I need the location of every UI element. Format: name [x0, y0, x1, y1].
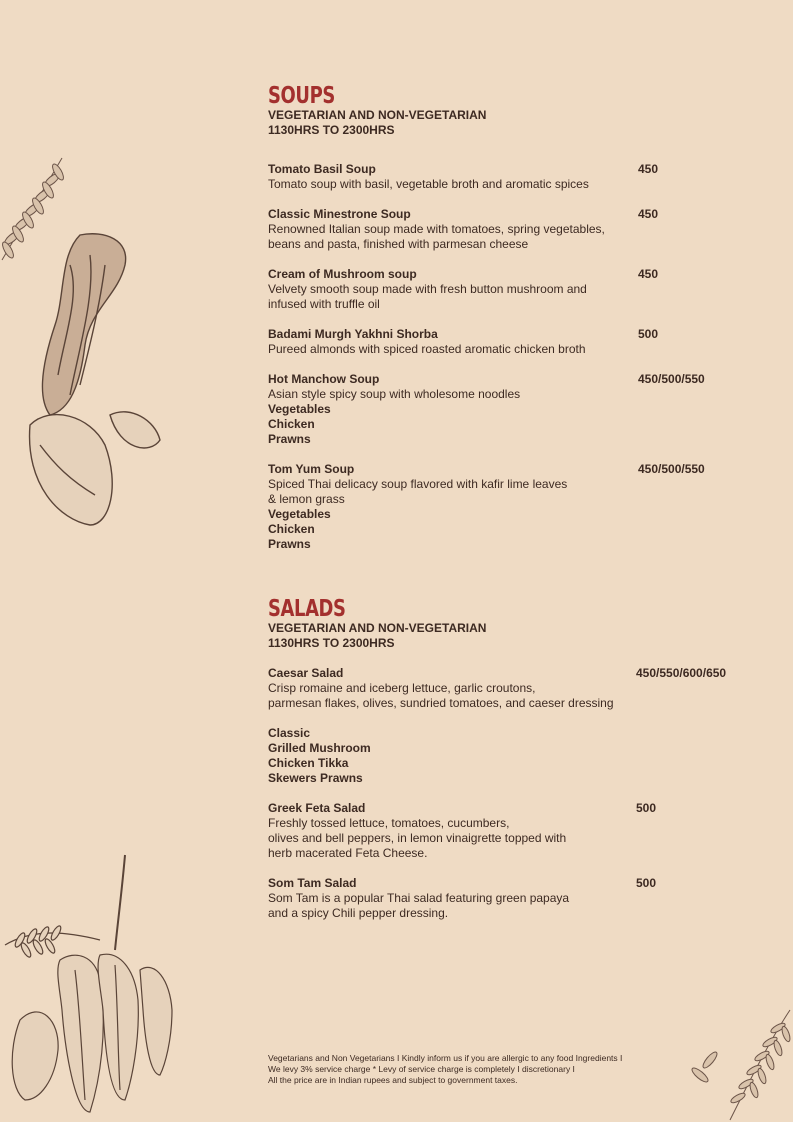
item-description: Pureed almonds with spiced roasted aromatic chicken broth [268, 342, 586, 356]
menu-item [268, 666, 748, 786]
item-name: Hot Manchow Soup [268, 372, 380, 386]
item-name: Tomato Basil Soup [268, 162, 376, 176]
menu-item [268, 327, 748, 357]
footer-allergy-note: Vegetarians and Non Vegetarians I Kindly inform us if you are allergic to any food Ingredients I [268, 1053, 623, 1063]
item-price: 500 [636, 801, 657, 815]
item-price: 500 [636, 876, 657, 890]
menu-item [268, 462, 748, 552]
menu-item [268, 162, 748, 192]
soups-subtitle-hours: 1130HRS TO 2300HRS [268, 123, 395, 137]
menu-item [268, 267, 748, 312]
footer-service-charge-note: We levy 3% service charge * Levy of service charge is completely I discretionary I [268, 1064, 575, 1074]
item-price: 450 [638, 162, 659, 176]
soups-item-list [268, 162, 748, 552]
item-option: Prawns [268, 432, 311, 446]
salads-subtitle-type: VEGETARIAN AND NON-VEGETARIAN [268, 621, 487, 635]
item-price: 450 [638, 207, 659, 221]
tamarind-pod-illustration [10, 225, 165, 530]
tamarind-cluster-illustration [0, 850, 180, 1122]
item-description: parmesan flakes, olives, sundried tomatoes, and caeser dressing [268, 696, 614, 710]
item-description: Velvety smooth soup made with fresh button mushroom and [268, 282, 587, 296]
item-name: Classic Minestrone Soup [268, 207, 411, 221]
salads-title: SALADS [268, 596, 346, 622]
item-price: 450/500/550 [638, 372, 705, 386]
item-name: Badami Murgh Yakhni Shorba [268, 327, 438, 341]
leaf-sprig-illustration [690, 1000, 793, 1122]
footer-price-note: All the price are in Indian rupees and subject to government taxes. [268, 1075, 518, 1085]
menu-item [268, 207, 748, 252]
soups-section [268, 84, 748, 138]
salads-item-list [268, 666, 748, 921]
item-name: Cream of Mushroom soup [268, 267, 417, 281]
item-option: Classic [268, 726, 311, 740]
item-option: Prawns [268, 537, 311, 551]
item-option: Skewers Prawns [268, 771, 363, 785]
item-description: herb macerated Feta Cheese. [268, 846, 428, 860]
item-description: infused with truffle oil [268, 297, 380, 311]
item-option: Grilled Mushroom [268, 741, 371, 755]
soups-subtitle-type: VEGETARIAN AND NON-VEGETARIAN [268, 108, 487, 122]
item-name: Tom Yum Soup [268, 462, 355, 476]
item-option: Chicken Tikka [268, 756, 349, 770]
menu-item [268, 801, 748, 861]
item-name: Greek Feta Salad [268, 801, 366, 815]
item-description: Crisp romaine and iceberg lettuce, garlic croutons, [268, 681, 536, 695]
item-description: Tomato soup with basil, vegetable broth and aromatic spices [268, 177, 589, 191]
item-price: 450/500/550 [638, 462, 705, 476]
menu-item [268, 876, 748, 921]
item-option: Vegetables [268, 402, 331, 416]
item-name: Caesar Salad [268, 666, 344, 680]
soups-title: SOUPS [268, 83, 335, 109]
item-description: Renowned Italian soup made with tomatoes, spring vegetables, [268, 222, 605, 236]
item-price: 450 [638, 267, 659, 281]
item-name: Som Tam Salad [268, 876, 357, 890]
item-description: Asian style spicy soup with wholesome noodles [268, 387, 521, 401]
salads-subtitle-hours: 1130HRS TO 2300HRS [268, 636, 395, 650]
item-description: olives and bell peppers, in lemon vinaigrette topped with [268, 831, 567, 845]
item-description: and a spicy Chili pepper dressing. [268, 906, 449, 920]
item-description: Freshly tossed lettuce, tomatoes, cucumbers, [268, 816, 510, 830]
item-option: Chicken [268, 417, 315, 431]
item-description: beans and pasta, finished with parmesan cheese [268, 237, 529, 251]
item-description: Spiced Thai delicacy soup flavored with kafir lime leaves [268, 477, 568, 491]
item-description: & lemon grass [268, 492, 345, 506]
footer-notes [268, 1053, 688, 1086]
item-description: Som Tam is a popular Thai salad featuring green papaya [268, 891, 570, 905]
item-option: Vegetables [268, 507, 331, 521]
item-option: Chicken [268, 522, 315, 536]
menu-item [268, 372, 748, 447]
item-price: 500 [638, 327, 659, 341]
salads-section [268, 597, 748, 651]
item-price: 450/550/600/650 [636, 666, 727, 680]
